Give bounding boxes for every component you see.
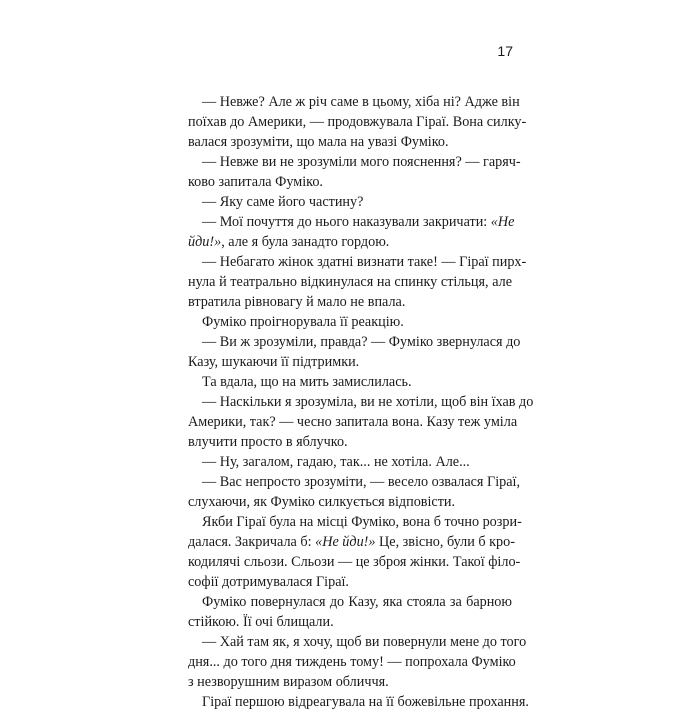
text-line: Фуміко проігнорувала її реакцію. xyxy=(202,314,404,330)
text-line: нула й театрально відкинулася на спинку стільця, але xyxy=(188,274,512,290)
text-line: — Невже? Але ж річ саме в цьому, хіба ні? Адже він xyxy=(202,94,520,110)
text-line: валася зрозуміти, що мала на увазі Фуміко. xyxy=(188,134,449,150)
text-line: далася. Закричала б: «Не йди!» Це, звісно, були б кро- xyxy=(188,534,515,550)
text-line: поїхав до Америки, — продовжувала Гіраї. Вона силку- xyxy=(188,114,527,130)
text-line: — Мої почуття до нього наказували закричати: «Не xyxy=(202,214,515,230)
text-line: — Наскільки я зрозуміла, ви не хотіли, щоб він їхав до xyxy=(202,394,534,410)
text-line: — Яку саме його частину? xyxy=(202,194,364,210)
text-line: з незворушним виразом обличчя. xyxy=(188,674,389,690)
text-line: Якби Гіраї була на місці Фуміко, вона б точно розри- xyxy=(202,514,522,530)
text-line: Та вдала, що на мить замислилась. xyxy=(202,374,412,390)
text-line: Гіраї першою відреагувала на її божевільне прохання. xyxy=(202,694,529,710)
text-line: — Вас непросто зрозуміти, — весело озвалася Гіраї, xyxy=(202,474,521,490)
page-number: 17 xyxy=(497,43,513,59)
body-text xyxy=(188,92,534,712)
text-line: Америки, так? — чесно запитала вона. Казу теж уміла xyxy=(188,414,518,430)
text-line: — Невже ви не зрозуміли мого пояснення? — гаряч- xyxy=(202,154,521,170)
text-line: втратила рівновагу й мало не впала. xyxy=(188,294,406,310)
text-line: Казу, шукаючи її підтримки. xyxy=(188,354,360,370)
text-line: слухаючи, як Фуміко силкується відповісти. xyxy=(188,494,456,510)
text-line: влучити просто в яблучко. xyxy=(188,434,348,450)
text-line: стійкою. Її очі блищали. xyxy=(188,614,334,630)
text-line: кодилячі сльози. Сльози — це зброя жінки. Такої філо- xyxy=(188,554,521,570)
text-line: Фуміко повернулася до Казу, яка стояла за барною xyxy=(202,594,512,610)
text-line: дня... до того дня тиждень тому! — попрохала Фуміко xyxy=(188,654,516,670)
text-line: йди!», але я була занадто гордою. xyxy=(188,234,390,250)
text-line: ково запитала Фуміко. xyxy=(188,174,323,190)
text-line: софії дотримувалася Гіраї. xyxy=(188,574,349,590)
text-line: — Небагато жінок здатні визнати таке! — Гіраї пирх- xyxy=(202,254,527,270)
text-line: — Ну, загалом, гадаю, так... не хотіла. Але... xyxy=(202,454,470,470)
text-line: — Ви ж зрозуміли, правда? — Фуміко звернулася до xyxy=(202,334,521,350)
text-line: — Хай там як, я хочу, щоб ви повернули мене до того xyxy=(202,634,527,650)
